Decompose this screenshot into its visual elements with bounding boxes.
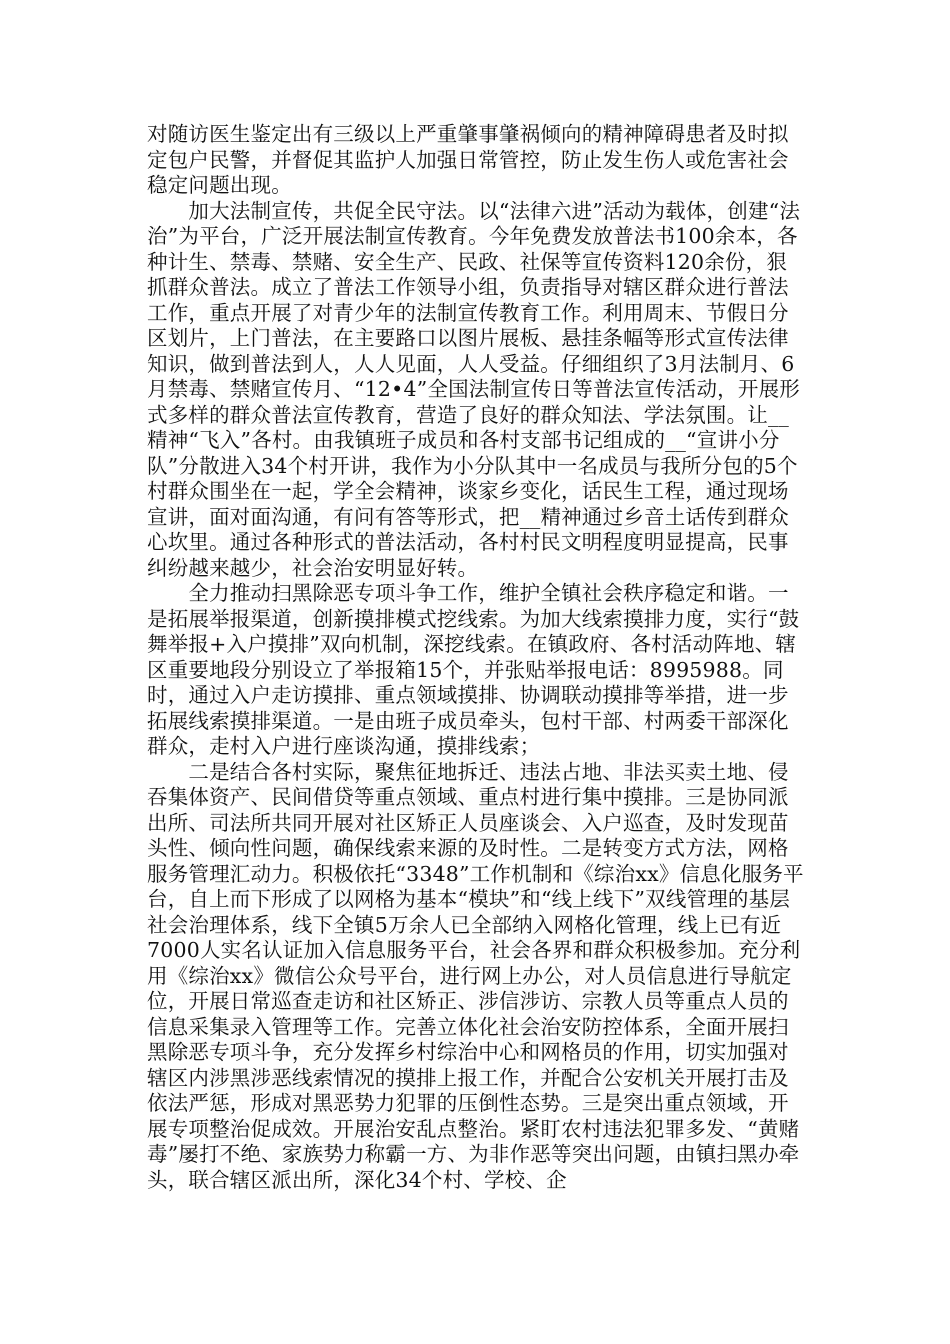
paragraph-legal-publicity: 加大法制宣传，共促全民守法。以“法律六进”活动为载体，创建“法治”为平台，广泛开展法制宣传教育。今年免费发放普法书100余本，各种计生、禁毒、禁赌、安全生产、民政、社保等宣传资料120余份，狠抓群众普法。成立了普法工作领导小组，负责指导对辖区群众进行普法工作，重点开展了对青少年的法制宣传教育工作。利用周末、节假日分区划片，上门普法，在主要路口以图片展板、悬挂条幅等形式宣传法律知识，做到普法到人，人人见面，人人受益。仔细组织了3月法制月、6月禁毒、禁赌宣传月、“12•4”全国法制宣传日等普法宣传活动，开展形式多样的群众普法宣传教育，营造了良好的群众知法、学法氛围。让__精神“飞入”各村。由我镇班子成员和各村支部书记组成的__“宣讲小分队”分散进入34个村开讲，我作为小分队其中一名成员与我所分包的5个村群众围坐在一起，学全会精神，谈家乡变化，话民生工程，通过现场宣讲，面对面沟通，有问有答等形式，把__精神通过乡音土话传到群众心坎里。通过各种形式的普法活动，各村村民文明程度明显提高，民事纠纷越来越少，社会治安明显好转。 [147,198,801,580]
paragraph-psychiatric-patient-control: 对随访医生鉴定出有三级以上严重肇事肇祸倾向的精神障碍患者及时拟定包户民警，并督促其监护人加强日常管控，防止发生伤人或危害社会稳定问题出现。 [147,122,789,197]
paragraph-grid-management: 二是结合各村实际，聚焦征地拆迁、违法占地、非法买卖土地、侵吞集体资产、民间借贷等重点领域、重点村进行集中摸排。三是协同派出所、司法所共同开展对社区矫正人员座谈会、入户巡查，及时发现苗头性、倾向性问题，确保线索来源的及时性。二是转变方式方法，网格服务管理汇动力。积极依托“3348”工作机制和《综治xx》信息化服务平台，自上而下形成了以网格为基本“模块”和“线上线下”双线管理的基层社会治理体系，线下全镇5万余人已全部纳入网格化管理，线上已有近7000人实名认证加入信息服务平台，社会各界和群众积极参加。充分利用《综治xx》微信公众号平台，进行网上办公，对人员信息进行导航定位，开展日常巡查走访和社区矫正、涉信涉访、宗教人员等重点人员的信息采集录入管理等工作。完善立体化社会治安防控体系，全面开展扫黑除恶专项斗争，充分发挥乡村综治中心和网格员的作用，切实加强对辖区内涉黑涉恶线索情况的摸排上报工作，并配合公安机关开展打击及依法严惩，形成对黑恶势力犯罪的压倒性态势。三是突出重点领域，开展专项整治促成效。开展治安乱点整治。紧盯农村违法犯罪多发、“黄赌毒”屡打不绝、家族势力称霸一方、为非作恶等突出问题，由镇扫黑办牵头，联合辖区派出所，深化34个村、学校、企 [147,759,804,1192]
paragraph-anti-crime-campaign: 全力推动扫黑除恶专项斗争工作，维护全镇社会秩序稳定和谐。一是拓展举报渠道，创新摸排模式挖线索。为加大线索摸排力度，实行“鼓舞举报+入户摸排”双向机制，深挖线索。在镇政府、各村活动阵地、辖区重要地段分别设立了举报箱15个，并张贴举报电话：8995988。同时，通过入户走访摸排、重点领域摸排、协调联动摸排等举措，进一步拓展线索摸排渠道。一是由班子成员牵头，包村干部、村两委干部深化群众，走村入户进行座谈沟通，摸排线索； [147,581,800,758]
document-body [147,122,807,1193]
